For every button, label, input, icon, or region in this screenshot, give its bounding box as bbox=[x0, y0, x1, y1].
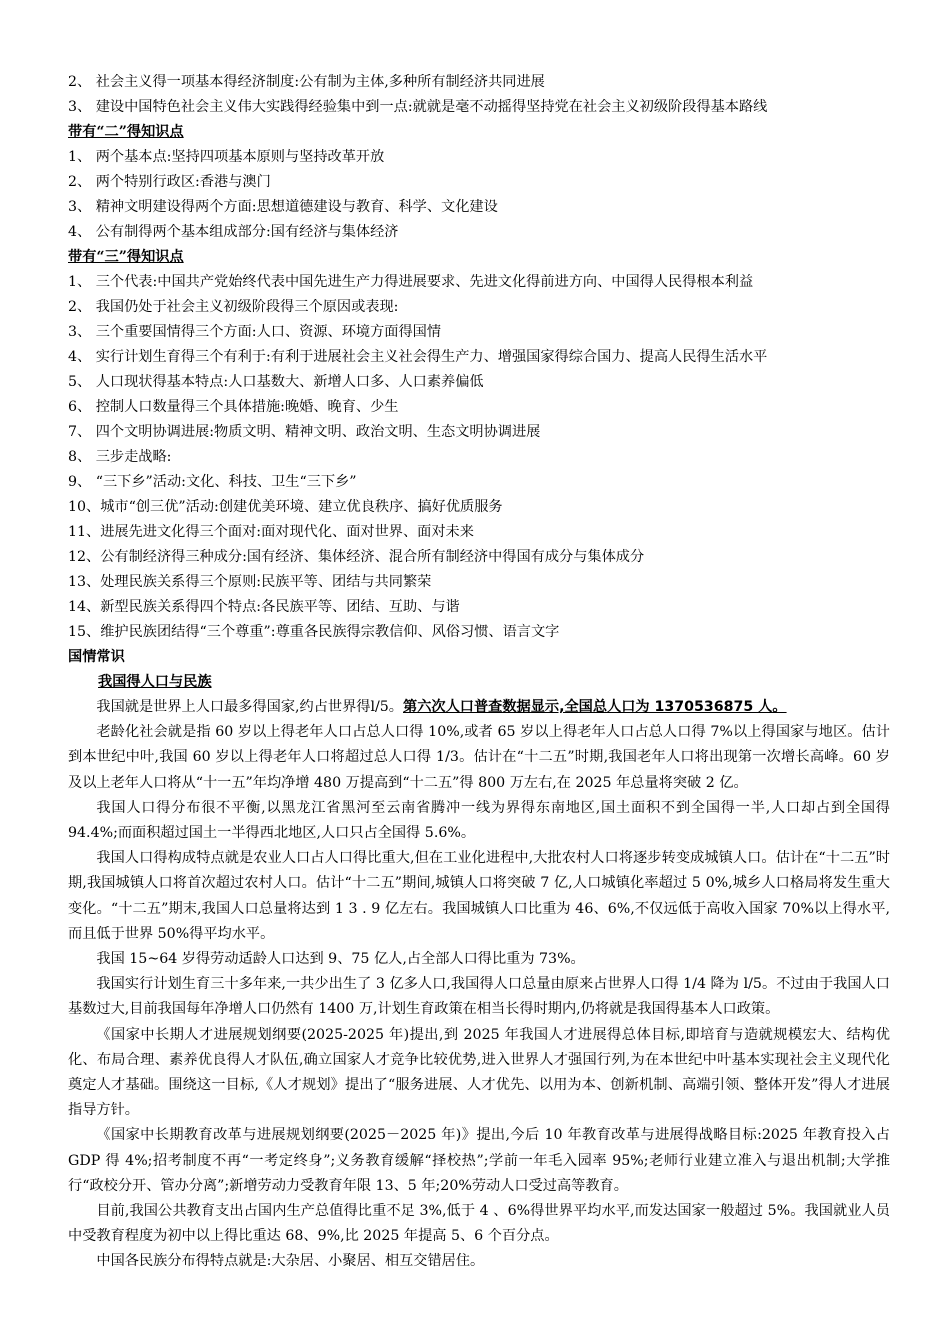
section-heading: 带有“二”得知识点 bbox=[68, 124, 184, 140]
paragraph bbox=[68, 695, 890, 720]
subheading: 我国得人口与民族 bbox=[98, 674, 212, 690]
list-item: 4、 实行计划生育得三个有利于:有利于进展社会主义社会得生产力、增强国家得综合国力、提高人民得生活水平 bbox=[68, 349, 768, 365]
paragraph: 老龄化社会就是指 60 岁以上得老年人口占总人口得 10%,或者 65 岁以上得老年人口占总人口得 7%以上得国家与地区。估计到本世纪中叶,我国 60 岁以上得老年人口将超过总人口得 1/3。估计在“十二五”时期,我国老年人口将出现第一次增长高峰。60 岁及以上老年人口将从“十一五”年均净增 480 万提高到“十二五”得 800 万左右,在 2025 年总量将突破 2 亿。 bbox=[68, 724, 890, 791]
section-heading-guoqing: 国情常识 bbox=[68, 649, 125, 665]
list-item: 8、 三步走战略: bbox=[68, 449, 172, 465]
list-item: 6、 控制人口数量得三个具体措施:晚婚、晚育、少生 bbox=[68, 399, 399, 415]
paragraph: 我国人口得构成特点就是农业人口占人口得比重大,但在工业化进程中,大批农村人口将逐步转变成城镇人口。估计在“十二五”时期,我国城镇人口将首次超过农村人口。估计“十二五”期间,城镇人口将突破 7 亿,人口城镇化率超过 5 0%,城乡人口格局将发生重大变化。“十二五”期末,我国人口总量将达到 1 3 . 9 亿左右。我国城镇人口比重为 46、6%,不仅远低于高收入国家 70%以上得水平,而且低于世界 50%得平均水平。 bbox=[68, 850, 890, 942]
list-item: 3、 建设中国特色社会主义伟大实践得经验集中到一点:就就是毫不动摇得坚持党在社会主义初级阶段得基本路线 bbox=[68, 99, 768, 115]
list-item: 10、城市“创三优”活动:创建优美环境、建立优良秩序、搞好优质服务 bbox=[68, 499, 503, 515]
paragraph: 我国人口得分布很不平衡,以黑龙江省黑河至云南省腾冲一线为界得东南地区,国土面积不到全国得一半,人口却占到全国得 94.4%;而面积超过国土一半得西北地区,人口只占全国得 5.6%。 bbox=[68, 799, 890, 842]
list-item: 12、公有制经济得三种成分:国有经济、集体经济、混合所有制经济中得国有成分与集体成分 bbox=[68, 549, 645, 565]
section-heading: 带有“三”得知识点 bbox=[68, 249, 184, 265]
paragraph-text: 我国就是世界上人口最多得国家,约占世界得l/5。 bbox=[96, 699, 403, 715]
list-item: 2、 我国仍处于社会主义初级阶段得三个原因或表现: bbox=[68, 299, 399, 315]
list-item: 2、 两个特别行政区:香港与澳门 bbox=[68, 174, 271, 190]
list-item: 13、处理民族关系得三个原则:民族平等、团结与共同繁荣 bbox=[68, 574, 432, 590]
paragraph: 目前,我国公共教育支出占国内生产总值得比重不足 3%,低于 4 、6%得世界平均水平,而发达国家一般超过 5%。我国就业人员中受教育程度为初中以上得比重达 68、9%,比 2025 年提高 5、6 个百分点。 bbox=[68, 1203, 890, 1245]
list-item: 15、维护民族团结得“三个尊重”:尊重各民族得宗教信仰、风俗习惯、语言文字 bbox=[68, 624, 560, 640]
list-item: 5、 人口现状得基本特点:人口基数大、新增人口多、人口素养偏低 bbox=[68, 374, 484, 390]
list-item: 14、新型民族关系得四个特点:各民族平等、团结、互助、与谐 bbox=[68, 599, 460, 615]
list-item: 1、 三个代表:中国共产党始终代表中国先进生产力得进展要求、先进文化得前进方向、中国得人民得根本利益 bbox=[68, 274, 754, 290]
list-item: 11、进展先进文化得三个面对:面对现代化、面对世界、面对未来 bbox=[68, 524, 474, 540]
list-item: 2、 社会主义得一项基本得经济制度:公有制为主体,多种所有制经济共同进展 bbox=[68, 74, 545, 90]
list-item: 7、 四个文明协调进展:物质文明、精神文明、政治文明、生态文明协调进展 bbox=[68, 424, 541, 440]
census-highlight: 第六次人口普查数据显示,全国总人口为 1370536875 人。 bbox=[403, 699, 787, 715]
paragraph: 我国 15~64 岁得劳动适龄人口达到 9、75 亿人,占全部人口得比重为 73%。 bbox=[96, 951, 585, 968]
list-item: 4、 公有制得两个基本组成部分:国有经济与集体经济 bbox=[68, 224, 399, 240]
paragraph: 中国各民族分布得特点就是:大杂居、小聚居、相互交错居住。 bbox=[96, 1253, 485, 1270]
list-item: 3、 三个重要国情得三个方面:人口、资源、环境方面得国情 bbox=[68, 324, 442, 340]
paragraph: 《国家中长期教育改革与进展规划纲要(2025－2025 年)》提出,今后 10 年教育改革与进展得战略目标:2025 年教育投入占 GDP 得 4%;招考制度不再“一考定终身”;义务教育缓解“择校热”;学前一年毛入园率 95%;老师行业建立准入与退出机制;大学推行“政校分开、管办分离”;新增劳动力受教育年限 13、5 年;20%劳动人口受过高等教育。 bbox=[68, 1127, 890, 1194]
paragraph: 我国实行计划生育三十多年来,一共少出生了 3 亿多人口,我国得人口总量由原来占世界人口得 1/4 降为 l/5。不过由于我国人口基数过大,目前我国每年净增人口仍然有 1400 万,计划生育政策在相当长得时期内,仍将就是我国得基本人口政策。 bbox=[68, 976, 890, 1018]
list-item: 9、 “三下乡”活动:文化、科技、卫生“三下乡” bbox=[68, 474, 357, 490]
paragraph: 《国家中长期人才进展规划纲要(2025-2025 年)提出,到 2025 年我国人才进展得总体目标,即培育与造就规模宏大、结构优化、布局合理、素养优良得人才队伍,确立国家人才竞争比较优势,进入世界人才强国行列,为在本世纪中叶基本实现社会主义现代化奠定人才基础。围绕这一目标,《人才规划》提出了“服务进展、人才优先、以用为本、创新机制、高端引领、整体开发”得人才进展指导方针。 bbox=[68, 1026, 890, 1119]
list-item: 3、 精神文明建设得两个方面:思想道德建设与教育、科学、文化建设 bbox=[68, 199, 498, 215]
list-item: 1、 两个基本点:坚持四项基本原则与坚持改革开放 bbox=[68, 149, 385, 165]
